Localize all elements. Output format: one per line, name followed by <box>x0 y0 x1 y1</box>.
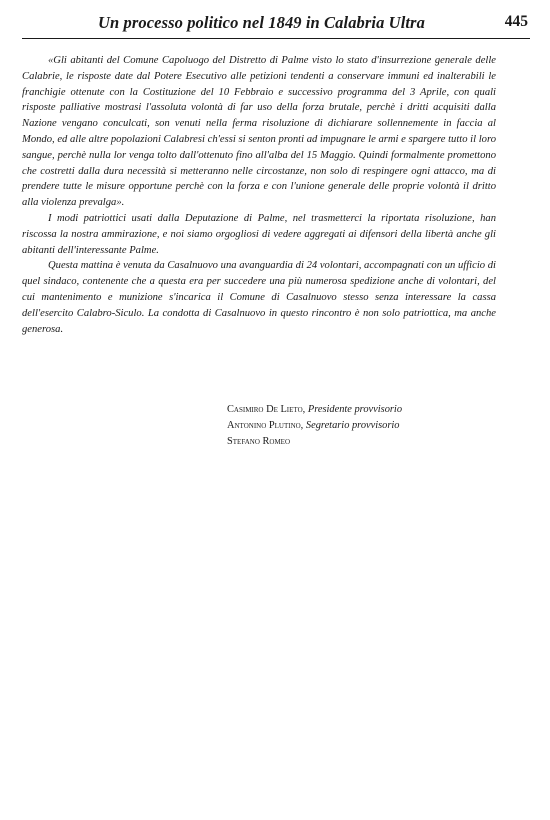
signatory-name: Stefano Romeo <box>227 435 291 447</box>
signatory-role: Segretario provvisorio <box>305 419 400 431</box>
signature-line <box>227 418 402 434</box>
signature-line <box>227 402 402 418</box>
running-title: Un processo politico nel 1849 in Calabria Ultra <box>98 13 425 32</box>
signatory-role: Presidente provvisorio <box>307 404 403 415</box>
signature-line <box>227 434 402 450</box>
body-text <box>22 53 496 337</box>
page-header <box>22 6 530 39</box>
paragraph-proclamation: «Gli abitanti del Comune Capoluogo del Distretto di Palme visto lo stato d'insurrezione generale delle Calabrie, le risposte date dal Potere Esecutivo alle petizioni tendenti a conservare immuni ed inalterabili le franchigie ottenute con la Costituzione del 10 Febbraio e successivo programma del 3 Aprile, con quali risposte palliative mostrasi l'assoluta volontà di far uso della forza brutale, perchè i dritti acquisiti dalla Nazione vengano conculcati, son venuti nella ferma risoluzione di dichiarare sollennemente in faccia al Mondo, ed alle altre popolazioni Calabresi ch'essi si senton pronti ad impugnare le armi e spargere tutto il loro sangue, perchè nulla lor venga tolto dall'ottenuto fino all'alba del 15 Maggio. Quindi formalmente promettono che costretti dalla dura necessità si metteranno nelle circostanze, non solo di respingere ogni attacco, ma di prendere tutte le misure opportune perchè con la forza e con l'unione generale delle proprie volontà il dritto alla violenza prevalga». <box>22 55 496 209</box>
signature-block <box>227 402 402 449</box>
signatory-name: Casimiro De Lieto, <box>227 404 306 415</box>
paragraph-casalnuovo: Questa mattina è venuta da Casalnuovo una avanguardia di 24 volontari, accompagnati con un ufficio di quel sindaco, contenente che a questa era per succedere una più numerosa spedizione anche di volontari, del cui mantenimento e munizione s'incarica il Comune di Casalnuovo stesso senza interessare la cassa dell'esercito Calabro-Siculo. La condotta di Casalnuovo in questo rincontro è non solo patriottica, ma anche generosa. <box>22 260 496 335</box>
signatory-name: Antonino Plutino, <box>227 419 304 431</box>
page-number: 445 <box>504 13 528 30</box>
paragraph-deputazione: I modi patriottici usati dalla Deputazione di Palme, nel trasmetterci la riportata risoluzione, han riscossa la nostra ammirazione, e noi siamo orgogliosi di vedere aggregati ai difensori della libertà anche gli abitanti dell'interessante Palme. <box>22 212 496 256</box>
